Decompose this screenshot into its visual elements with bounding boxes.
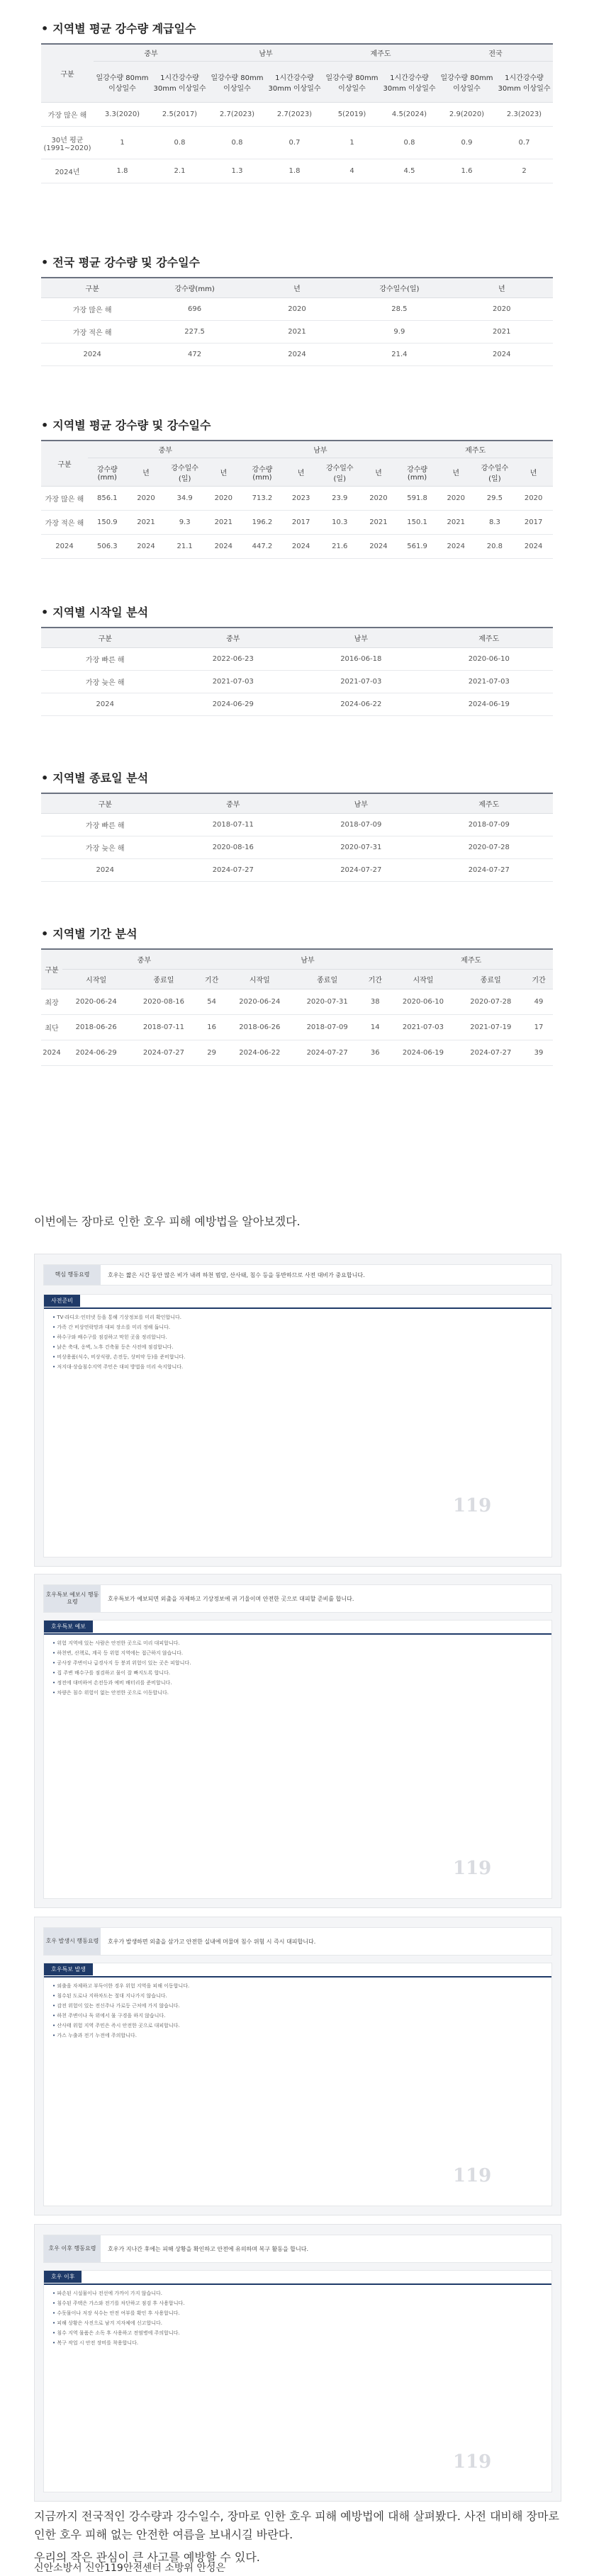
section-regional-avg — [41, 416, 553, 559]
cell: 2.1 — [151, 159, 208, 183]
cell: 2.7(2023) — [208, 103, 266, 127]
cell: 2024 — [359, 535, 398, 559]
row-label: 가장 늦은 해 — [41, 670, 169, 693]
list-item: • 감전 위험이 있는 전신주나 가로등 근처에 가지 않습니다. — [52, 2003, 543, 2009]
cell: 2021 — [451, 320, 553, 343]
guide-card-tab: 호우특보 발생 — [44, 1963, 93, 1975]
header-cell: 일강수량 80mm 이상일수 — [438, 62, 495, 103]
guide-card-tag: 호우특보 예보시 행동요령 — [44, 1585, 101, 1612]
header-cell: 제주도 — [425, 793, 554, 813]
cell: 2021 — [359, 511, 398, 535]
header-cell: 기간 — [198, 969, 226, 989]
header-cell: 제주도 — [389, 949, 553, 969]
cell: 2.5(2017) — [151, 103, 208, 127]
table-row — [41, 670, 553, 693]
cell: 506.3 — [88, 535, 127, 559]
list-item: • 복구 작업 시 안전 장비를 착용합니다. — [52, 2340, 543, 2347]
section-title-text: 지역별 평균 강수량 계급일수 — [52, 22, 196, 35]
cell: 2020-08-16 — [130, 989, 197, 1014]
cell: 23.9 — [320, 487, 359, 511]
header-cell: 남부 — [297, 793, 425, 813]
cell: 0.8 — [381, 127, 438, 159]
section-end-dates — [41, 769, 553, 882]
list-item: • 집 주변 배수구를 점검하고 물이 잘 빠지도록 합니다. — [52, 1670, 543, 1676]
cell: 2020 — [451, 297, 553, 320]
guide-card-summary: 호우특보가 예보되면 외출을 자제하고 기상정보에 귀 기울이며 안전한 곳으로 대피할 준비를 합니다. — [108, 1595, 354, 1602]
list-item: • 가족 간 비상연락망과 대피 장소를 미리 정해 둡니다. — [52, 1324, 543, 1331]
guide-card-header — [43, 1927, 552, 1956]
cell: 696 — [143, 297, 245, 320]
table-row — [41, 989, 553, 1014]
cell: 34.9 — [165, 487, 204, 511]
list-item: • 침수된 주택은 가스와 전기를 차단하고 점검 후 사용합니다. — [52, 2300, 543, 2307]
section-title-text: 지역별 기간 분석 — [52, 927, 138, 941]
section-title: • 지역별 평균 강수량 계급일수 — [41, 22, 196, 35]
cell: 0.7 — [266, 127, 323, 159]
cell: 2018-06-26 — [62, 1014, 130, 1040]
section-period — [41, 925, 553, 1066]
cell: 2018-07-09 — [425, 813, 554, 836]
row-label: 가장 많은 해 — [41, 103, 94, 127]
header-cell: 년 — [281, 458, 320, 487]
cell: 2016-06-18 — [297, 647, 425, 670]
cell: 2024 — [437, 535, 476, 559]
table-row — [41, 693, 553, 715]
guide-card-tab: 호우특보 예보 — [44, 1621, 93, 1633]
guide-card-tab: 사전준비 — [44, 1295, 80, 1307]
cell: 0.8 — [208, 127, 266, 159]
section-start-dates — [41, 603, 553, 716]
section-title-text: 지역별 평균 강수량 및 강수일수 — [52, 419, 211, 432]
cell: 2024 — [281, 535, 320, 559]
cell: 2024-06-22 — [226, 1040, 293, 1065]
guide-card-summary: 호우가 발생하면 외출을 삼가고 안전한 실내에 머물며 침수 위험 시 즉시 대피합니다. — [108, 1938, 316, 1945]
cell: 713.2 — [243, 487, 282, 511]
list-item: • TV·라디오·인터넷 등을 통해 기상정보를 미리 확인합니다. — [52, 1315, 543, 1321]
section-title: • 지역별 평균 강수량 및 강수일수 — [41, 419, 211, 432]
cell: 8.3 — [476, 511, 515, 535]
cell: 2024-06-29 — [169, 693, 298, 715]
guide-card-tag: 핵심 행동요령 — [44, 1265, 101, 1285]
header-cell: 일강수량 80mm 이상일수 — [208, 62, 266, 103]
cell: 150.9 — [88, 511, 127, 535]
cell: 472 — [143, 343, 245, 365]
cell: 2020-06-24 — [226, 989, 293, 1014]
closing-paragraph: 지금까지 전국적인 강수량과 강수일수, 장마로 인한 호우 피해 예방법에 대해 살펴봤다. 사전 대비해 장마로 인한 호우 피해 없는 안전한 여름을 보내시길 바란다. — [34, 2509, 559, 2541]
watermark-logo: 119 — [453, 2451, 492, 2473]
cell: 4.5 — [381, 159, 438, 183]
list-item: • 파손된 시설물이나 전선에 가까이 가지 않습니다. — [52, 2291, 543, 2297]
guide-card-header — [43, 2235, 552, 2263]
section-title: • 지역별 종료일 분석 — [41, 771, 149, 785]
row-label: 가장 빠른 해 — [41, 813, 169, 836]
divider — [44, 1307, 551, 1309]
row-label: 2024 — [41, 535, 88, 559]
cell: 16 — [198, 1014, 226, 1040]
table-start-dates — [41, 627, 553, 716]
cell: 2021-07-03 — [169, 670, 298, 693]
cell: 0.8 — [151, 127, 208, 159]
cell: 2020-08-16 — [169, 836, 298, 858]
divider — [44, 1633, 551, 1635]
header-cell: 기간 — [525, 969, 553, 989]
row-label: 가장 늦은 해 — [41, 836, 169, 858]
row-label: 최장 — [41, 989, 62, 1014]
header-cell: 중부 — [169, 793, 298, 813]
cell: 2017 — [281, 511, 320, 535]
header-cell: 시작일 — [62, 969, 130, 989]
guide-card-tag: 호우 발생시 행동요령 — [44, 1928, 101, 1955]
table-row — [41, 535, 553, 559]
table-end-dates — [41, 793, 553, 882]
cell: 856.1 — [88, 487, 127, 511]
section-national-avg — [41, 254, 553, 366]
cell: 2020 — [204, 487, 243, 511]
cell: 0.7 — [495, 127, 553, 159]
header-cell: 기간 — [361, 969, 389, 989]
guide-card-header — [43, 1584, 552, 1613]
divider — [44, 2283, 551, 2285]
table-row — [41, 320, 553, 343]
table-class-days — [41, 43, 553, 183]
header-cell: 남부 — [226, 949, 390, 969]
list-item: • 외출을 자제하고 부득이한 경우 위험 지역을 피해 이동합니다. — [52, 1983, 543, 1990]
header-cell: 년 — [246, 278, 348, 297]
header-cell: 년 — [451, 278, 553, 297]
header-cell: 남부 — [243, 441, 398, 458]
cell: 9.3 — [165, 511, 204, 535]
guide-card-summary: 호우는 짧은 시간 동안 많은 비가 내려 하천 범람, 산사태, 침수 등을 동반하므로 사전 대비가 중요합니다. — [108, 1271, 365, 1278]
header-cell: 제주도 — [425, 628, 554, 647]
cell: 2020-06-10 — [425, 647, 554, 670]
cell: 2021 — [437, 511, 476, 535]
table-row — [41, 1040, 553, 1065]
cell: 21.1 — [165, 535, 204, 559]
table-row — [41, 511, 553, 535]
list-item: • 가스 누출과 전기 누전에 주의합니다. — [52, 2033, 543, 2039]
row-label: 최단 — [41, 1014, 62, 1040]
section-title: • 전국 평균 강수량 및 강수일수 — [41, 256, 200, 269]
cell: 1.8 — [94, 159, 151, 183]
header-cell: 강수일수 (일) — [476, 458, 515, 487]
header-cell: 남부 — [297, 628, 425, 647]
cell: 2020 — [127, 487, 166, 511]
cell: 39 — [525, 1040, 553, 1065]
cell: 1.6 — [438, 159, 495, 183]
section-title: • 지역별 시작일 분석 — [41, 606, 149, 619]
header-cell: 일강수량 80mm 이상일수 — [323, 62, 381, 103]
section-title-text: 지역별 시작일 분석 — [52, 606, 149, 619]
cell: 2023 — [281, 487, 320, 511]
header-cell: 중부 — [94, 44, 208, 62]
cell: 2.9(2020) — [438, 103, 495, 127]
cell: 2020-07-28 — [425, 836, 554, 858]
cell: 591.8 — [398, 487, 437, 511]
cell: 2018-07-11 — [169, 813, 298, 836]
header-cell: 제주도 — [323, 44, 438, 62]
header-cell: 1시간강수량 30mm 이상일수 — [495, 62, 553, 103]
cell: 9.9 — [348, 320, 450, 343]
author-byline: 신안소방서 신안119안전센터 소방위 안성은 — [34, 2563, 225, 2574]
row-label: 가장 많은 해 — [41, 487, 88, 511]
list-item: • 수돗물이나 저장 식수는 안전 여부를 확인 후 사용합니다. — [52, 2310, 543, 2317]
header-cell: 구분 — [41, 44, 94, 103]
list-item: • 낡은 축대, 옹벽, 노후 건축물 등은 사전에 점검합니다. — [52, 1344, 543, 1351]
cell: 2020-06-10 — [389, 989, 456, 1014]
cell: 2024 — [127, 535, 166, 559]
cell: 2024-07-27 — [169, 858, 298, 881]
guide-card-body — [43, 1294, 552, 1557]
header-cell: 강수량 (mm) — [88, 458, 127, 487]
header-cell: 년 — [204, 458, 243, 487]
section-title-text: 전국 평균 강수량 및 강수일수 — [52, 256, 200, 269]
cell: 2024-07-27 — [130, 1040, 197, 1065]
header-cell: 종료일 — [457, 969, 525, 989]
row-label: 가장 적은 해 — [41, 511, 88, 535]
guide-list — [52, 1983, 543, 2043]
table-row — [41, 487, 553, 511]
cell: 2022-06-23 — [169, 647, 298, 670]
list-item: • 산사태 위험 지역 주민은 즉시 안전한 곳으로 대피합니다. — [52, 2023, 543, 2029]
cell: 28.5 — [348, 297, 450, 320]
watermark-logo: 119 — [453, 1858, 492, 1879]
table-regional-avg — [41, 440, 553, 559]
list-item: • 하수구와 배수구를 점검하고 막힌 곳을 정리합니다. — [52, 1334, 543, 1341]
row-label: 2024 — [41, 1040, 62, 1065]
header-cell: 강수일수 (일) — [165, 458, 204, 487]
guide-card-preparation — [34, 1254, 561, 1567]
section-title: • 지역별 기간 분석 — [41, 927, 138, 941]
cell: 2018-07-09 — [293, 1014, 361, 1040]
cell: 2020-07-31 — [297, 836, 425, 858]
cell: 0.9 — [438, 127, 495, 159]
cell: 1 — [94, 127, 151, 159]
guide-card-after — [34, 2224, 561, 2502]
row-label: 2024 — [41, 858, 169, 881]
header-cell: 제주도 — [398, 441, 553, 458]
table-row — [41, 343, 553, 365]
watermark-logo: 119 — [453, 2165, 492, 2186]
table-row — [41, 103, 553, 127]
table-row — [41, 813, 553, 836]
table-row — [41, 836, 553, 858]
header-cell: 시작일 — [389, 969, 456, 989]
cell: 4.5(2024) — [381, 103, 438, 127]
cell: 54 — [198, 989, 226, 1014]
row-label: 가장 적은 해 — [41, 320, 143, 343]
list-item: • 차량은 침수 위험이 없는 안전한 곳으로 이동합니다. — [52, 1690, 543, 1696]
list-item: • 위험 지역에 있는 사람은 안전한 곳으로 미리 대피합니다. — [52, 1640, 543, 1647]
header-cell: 구분 — [41, 793, 169, 813]
header-cell: 남부 — [208, 44, 323, 62]
list-item: • 침수 지역 물품은 소독 후 사용하고 전염병에 주의합니다. — [52, 2330, 543, 2337]
cell: 2020-06-24 — [62, 989, 130, 1014]
cell: 2024 — [204, 535, 243, 559]
header-cell: 중부 — [88, 441, 243, 458]
header-cell: 중부 — [169, 628, 298, 647]
section-class-days — [41, 20, 553, 183]
cell: 14 — [361, 1014, 389, 1040]
cell: 2017 — [514, 511, 553, 535]
cell: 4 — [323, 159, 381, 183]
cell: 2021 — [127, 511, 166, 535]
cell: 49 — [525, 989, 553, 1014]
cell: 2021-07-03 — [425, 670, 554, 693]
cell: 2020-07-28 — [457, 989, 525, 1014]
header-cell: 일강수량 80mm 이상일수 — [94, 62, 151, 103]
table-row — [41, 297, 553, 320]
cell: 196.2 — [243, 511, 282, 535]
cell: 2020 — [514, 487, 553, 511]
cell: 2021-07-03 — [389, 1014, 456, 1040]
row-label: 가장 많은 해 — [41, 297, 143, 320]
cell: 29.5 — [476, 487, 515, 511]
header-cell: 구분 — [41, 441, 88, 487]
cell: 227.5 — [143, 320, 245, 343]
table-row — [41, 647, 553, 670]
cell: 10.3 — [320, 511, 359, 535]
cell: 2020 — [359, 487, 398, 511]
header-cell: 년 — [359, 458, 398, 487]
guide-list — [52, 2291, 543, 2350]
cell: 29 — [198, 1040, 226, 1065]
cell: 5(2019) — [323, 103, 381, 127]
cell: 2024-07-27 — [425, 858, 554, 881]
intro-paragraph: 이번에는 장마로 인한 호우 피해 예방법을 알아보겠다. — [34, 1215, 301, 1228]
header-cell: 년 — [437, 458, 476, 487]
cell: 2021-07-19 — [457, 1014, 525, 1040]
cell: 2021-07-03 — [297, 670, 425, 693]
list-item: • 하천 주변이나 둑 위에서 물 구경을 하지 않습니다. — [52, 2013, 543, 2019]
cell: 2020-07-31 — [293, 989, 361, 1014]
cell: 38 — [361, 989, 389, 1014]
divider — [44, 1976, 551, 1978]
cell: 2024-07-27 — [297, 858, 425, 881]
list-item: • 침수된 도로나 지하차도는 절대 지나가지 않습니다. — [52, 1993, 543, 1999]
header-cell: 중부 — [62, 949, 226, 969]
header-cell: 강수량(mm) — [143, 278, 245, 297]
header-cell: 종료일 — [293, 969, 361, 989]
row-label: 2024 — [41, 693, 169, 715]
list-item: • 정전에 대비하여 손전등과 예비 배터리를 준비합니다. — [52, 1680, 543, 1686]
cell: 2024-06-29 — [62, 1040, 130, 1065]
list-item: • 비상용품(식수, 비상식량, 손전등, 상비약 등)을 준비합니다. — [52, 1354, 543, 1361]
cell: 2020 — [437, 487, 476, 511]
cell: 36 — [361, 1040, 389, 1065]
header-cell: 강수량 (mm) — [398, 458, 437, 487]
row-label: 30년 평균 (1991~2020) — [41, 127, 94, 159]
table-period — [41, 948, 553, 1066]
guide-card-tab: 호우 이후 — [44, 2271, 82, 2283]
header-cell: 1시간강수량 30mm 이상일수 — [151, 62, 208, 103]
header-cell: 년 — [514, 458, 553, 487]
header-cell: 구분 — [41, 278, 143, 297]
row-label: 2024년 — [41, 159, 94, 183]
cell: 17 — [525, 1014, 553, 1040]
guide-card-tag: 호우 이후 행동요령 — [44, 2235, 101, 2262]
cell: 2.7(2023) — [266, 103, 323, 127]
cell: 3.3(2020) — [94, 103, 151, 127]
cell: 2024 — [246, 343, 348, 365]
row-label: 가장 빠른 해 — [41, 647, 169, 670]
cell: 2021 — [246, 320, 348, 343]
cell: 21.4 — [348, 343, 450, 365]
cell: 2018-07-11 — [130, 1014, 197, 1040]
cell: 561.9 — [398, 535, 437, 559]
header-cell: 강수일수(일) — [348, 278, 450, 297]
cell: 2.3(2023) — [495, 103, 553, 127]
cell: 20.8 — [476, 535, 515, 559]
table-national-avg — [41, 277, 553, 366]
table-row — [41, 858, 553, 881]
header-cell: 시작일 — [226, 969, 293, 989]
cell: 447.2 — [243, 535, 282, 559]
guide-card-forecast — [34, 1574, 561, 1908]
guide-card-header — [43, 1264, 552, 1286]
cell: 1.8 — [266, 159, 323, 183]
header-cell: 1시간강수량 30mm 이상일수 — [381, 62, 438, 103]
table-row — [41, 1014, 553, 1040]
watermark-logo: 119 — [453, 1495, 492, 1516]
section-title-text: 지역별 종료일 분석 — [52, 771, 149, 785]
table-row — [41, 159, 553, 183]
cell: 2024-07-27 — [457, 1040, 525, 1065]
guide-card-body — [43, 1620, 552, 1899]
header-cell: 강수일수 (일) — [320, 458, 359, 487]
cell: 2021 — [204, 511, 243, 535]
guide-card-summary: 호우가 지나간 후에는 피해 상황을 확인하고 안전에 유의하며 복구 활동을 합니다. — [108, 2245, 308, 2252]
header-cell: 강수량 (mm) — [243, 458, 282, 487]
header-cell: 년 — [127, 458, 166, 487]
header-cell: 종료일 — [130, 969, 197, 989]
row-label: 2024 — [41, 343, 143, 365]
guide-card-during — [34, 1917, 561, 2215]
table-row — [41, 127, 553, 159]
cell: 1 — [323, 127, 381, 159]
header-cell: 1시간강수량 30mm 이상일수 — [266, 62, 323, 103]
list-item: • 공사장 주변이나 급경사지 등 붕괴 위험이 있는 곳은 피합니다. — [52, 1660, 543, 1667]
cell: 2018-06-26 — [226, 1014, 293, 1040]
cell: 2020 — [246, 297, 348, 320]
cell: 2024-07-27 — [293, 1040, 361, 1065]
cell: 150.1 — [398, 511, 437, 535]
closing-remark: 우리의 작은 관심이 큰 사고를 예방할 수 있다. — [34, 2551, 260, 2564]
header-cell: 구분 — [41, 949, 62, 989]
header-cell: 구분 — [41, 628, 169, 647]
header-cell: 전국 — [438, 44, 553, 62]
list-item: • 피해 상황은 사진으로 남겨 지자체에 신고합니다. — [52, 2320, 543, 2327]
list-item: • 하천변, 산책로, 계곡 등 위험 지역에는 접근하지 않습니다. — [52, 1650, 543, 1657]
guide-list — [52, 1640, 543, 1700]
guide-list — [52, 1315, 543, 1374]
cell: 2018-07-09 — [297, 813, 425, 836]
cell: 2 — [495, 159, 553, 183]
cell: 2024 — [451, 343, 553, 365]
cell: 2024-06-22 — [297, 693, 425, 715]
cell: 2024-06-19 — [425, 693, 554, 715]
cell: 2024-06-19 — [389, 1040, 456, 1065]
cell: 2024 — [514, 535, 553, 559]
list-item: • 저지대·상습침수지역 주민은 대피 방법을 미리 숙지합니다. — [52, 1364, 543, 1371]
cell: 1.3 — [208, 159, 266, 183]
cell: 21.6 — [320, 535, 359, 559]
